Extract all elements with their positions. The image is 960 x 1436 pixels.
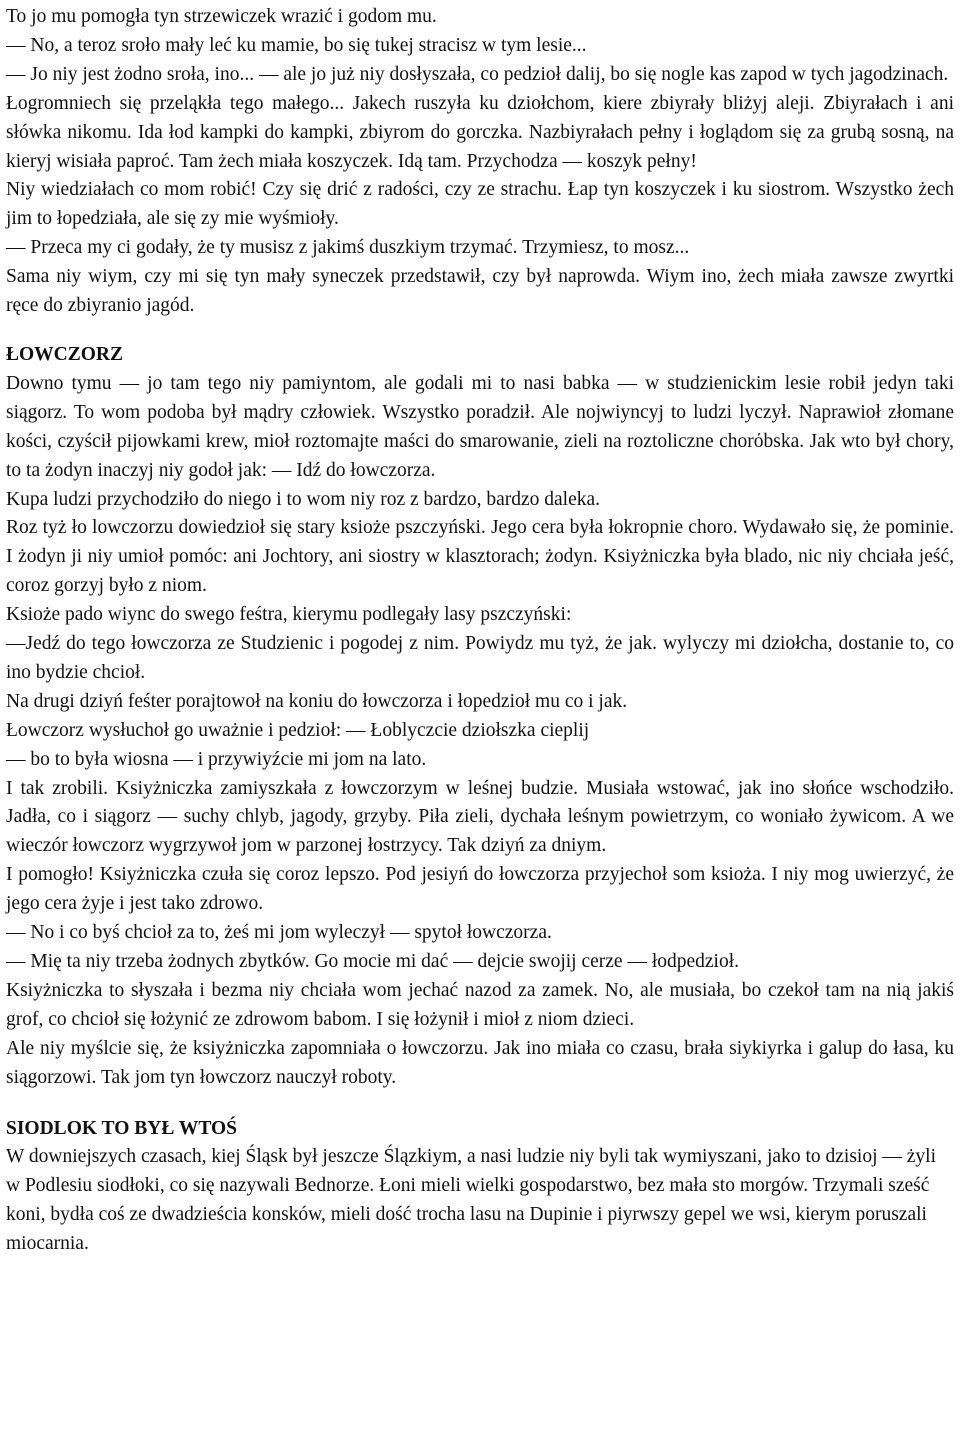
story-paragraph: I pomogło! Ksiyżniczka czuła się coroz lepszo. Pod jesiyń do łowczorza przyjechoł som ksioża. I niy mog uwierzyć, że jego cera żyje i jest tako zdrowo. [6,864,954,915]
story-paragraph: Niy wiedziałach co mom robić! Czy się drić z radości, czy ze strachu. Łap tyn koszyczek i ku siostrom. Wszystko żech jim to łopedziała, ale się zy mie wyśmioły. [6,179,954,230]
story-paragraph: Kupa ludzi przychodziło do niego i to wom niy roz z bardzo, bardzo daleka. [6,488,601,510]
story-paragraph: Łogromniech się przeląkła tego małego... Jakech ruszyła ku dziołchom, kiere zbiyrały bliżyj aleji. Zbiyrałach i ani słówka nikomu. Ida łod kampki do kampki, zbiyrom do gorczka. Nazbiyrałach pełny i łoglądom się za grubą sosną, na kieryj wisiała paproć. Tam żech miała koszyczek. Idą tam. Przychodza — koszyk pełny! [6,92,954,172]
story-paragraph: Ksiyżniczka to słyszała i bezma niy chciała wom jechać nazod za zamek. No, ale musiała, bo czekoł tam na nią jakiś grof, co chcioł się łożynić ze zdrowom babom. I się łożynił i mioł z niom dzieci. [6,979,954,1030]
story-paragraph: W downiejszych czasach, kiej Śląsk był jeszcze Ślązkiym, a nasi ludzie niy byli tak wymiyszani, jako to dzisioj — żyli w Podlesiu siodłoki, co się nazywali Bednorze. Łoni mieli wielki gospodarstwo, bez mała sto morgów. Trzymali sześć koni, bydła coś ze dwadzieścia konsków, mieli dość trocha lasu na Dupinie i piyrwszy gepel we wsi, kierym poruszali miocarnia. [6,1146,936,1255]
dialogue-line: — Mię ta niy trzeba żodnych zbytków. Go mocie mi dać — dejcie swojij cerze — łodpedzioł. [6,951,740,972]
story-paragraph: Sama niy wiym, czy mi się tyn mały syneczek przedstawił, czy był naprowda. Wiym ino, żech miała zawsze zwyrtki ręce do zbiyranio jagód. [6,266,954,317]
dialogue-line: — Jo niy jest żodno srołа, ino... — ale jo już niy dosłyszała, co pedzioł dalij, bo się nogle kas zapod w tych jagodzinach. [6,63,949,85]
story-paragraph: Na drugi dziyń feśter porajtowoł na koniu do łowczorza i łopedzioł mu co i jak. [6,690,628,712]
story-paragraph: I tak zrobili. Ksiyżniczka zamiyszkała z łowczorzym w leśnej budzie. Musiała wstować, jak ino słońce wschodziło. Jadła, co i siągorz — suchy chlyb, jagody, grzyby. Piła zieli, dychała leśnym powietrzym, co woniało żywicom. A we wieczór łowczorz wygrzywoł jom w parzonej łostrzycy. Tak dziyń za dniym. [6,777,954,857]
dialogue-line: — Przeca my ci godały, że ty musisz z jakimś duszkiym trzymać. Trzymiesz, to mosz... [6,237,690,259]
dialogue-line: —Jedź do tego łowczorza ze Studzienic i pogodej z nim. Powiydz mu tyż, że jak. wylyczy mi dziołcha, dostanie to, co ino bydzie chcioł. [6,633,954,683]
dialogue-line: — bo to była wiosna — i przywiyźcie mi jom na lato. [6,748,427,770]
story-paragraph: Downo tymu — jo tam tego niy pamiyntom, ale godali mi to nasi babka — w studzienickim lesie robił jedyn taki siągorz. To wom podoba był mądry człowiek. Wszystko poradził. Ale nojwiyncyj to ludzi lyczył. Naprawioł złomane kości, czyścił pijowkami krew, mioł roztomajte maści do smarowanie, zieli na roztoliczne chorόbska. Jak wto był chory, to ta żodyn inaczyj niy godoł jak: — Idź do łowczorza. [6,372,954,481]
story-paragraph: Roz tyż ło lowczorzu dowiedzioł się stary ksioże pszczyński. Jego cera była łokropnie choro. Wydawało się, że pominie. I żodyn ji niy umioł pomóc: ani Jochtory, ani siostry w klasztorach; żodyn. Ksiyżniczka była blado, nic niy chciała jeść, coroz gorzyj było z niom. [6,517,954,597]
dialogue-line: — No i co byś chcioł za to, żeś mi jom wyleczył — spytoł łowczorza. [6,922,552,944]
story-paragraph: Łowczorz wysłuchoł go uważnie i pedzioł: — Łoblyczcie dziołszka cieplij [6,719,590,741]
section-heading-siodlok: SIODLOK TO BYŁ WTOŚ [6,1117,238,1139]
story-paragraph: Ale niy myślcie się, że ksiyżniczka zapomniała o łowczorzu. Jak ino miała co czasu, brała siykiyrka i galup do łasa, ku siągorzowi. Tak jom tyn łowczorz nauczył roboty. [6,1037,954,1088]
story-paragraph: To jo mu pomogła tyn strzewiczek wrazić i godom mu. [6,6,437,27]
section-heading-lowczorz: ŁOWCZORZ [6,343,124,365]
story-paragraph: Ksioże pado wiync do swego feśtra, kierymu podlegały lasy pszczyński: [6,604,572,626]
dialogue-line: — No, a teroz sroło mały leć ku mamie, bo się tukej stracisz w tym lesie... [6,34,587,56]
